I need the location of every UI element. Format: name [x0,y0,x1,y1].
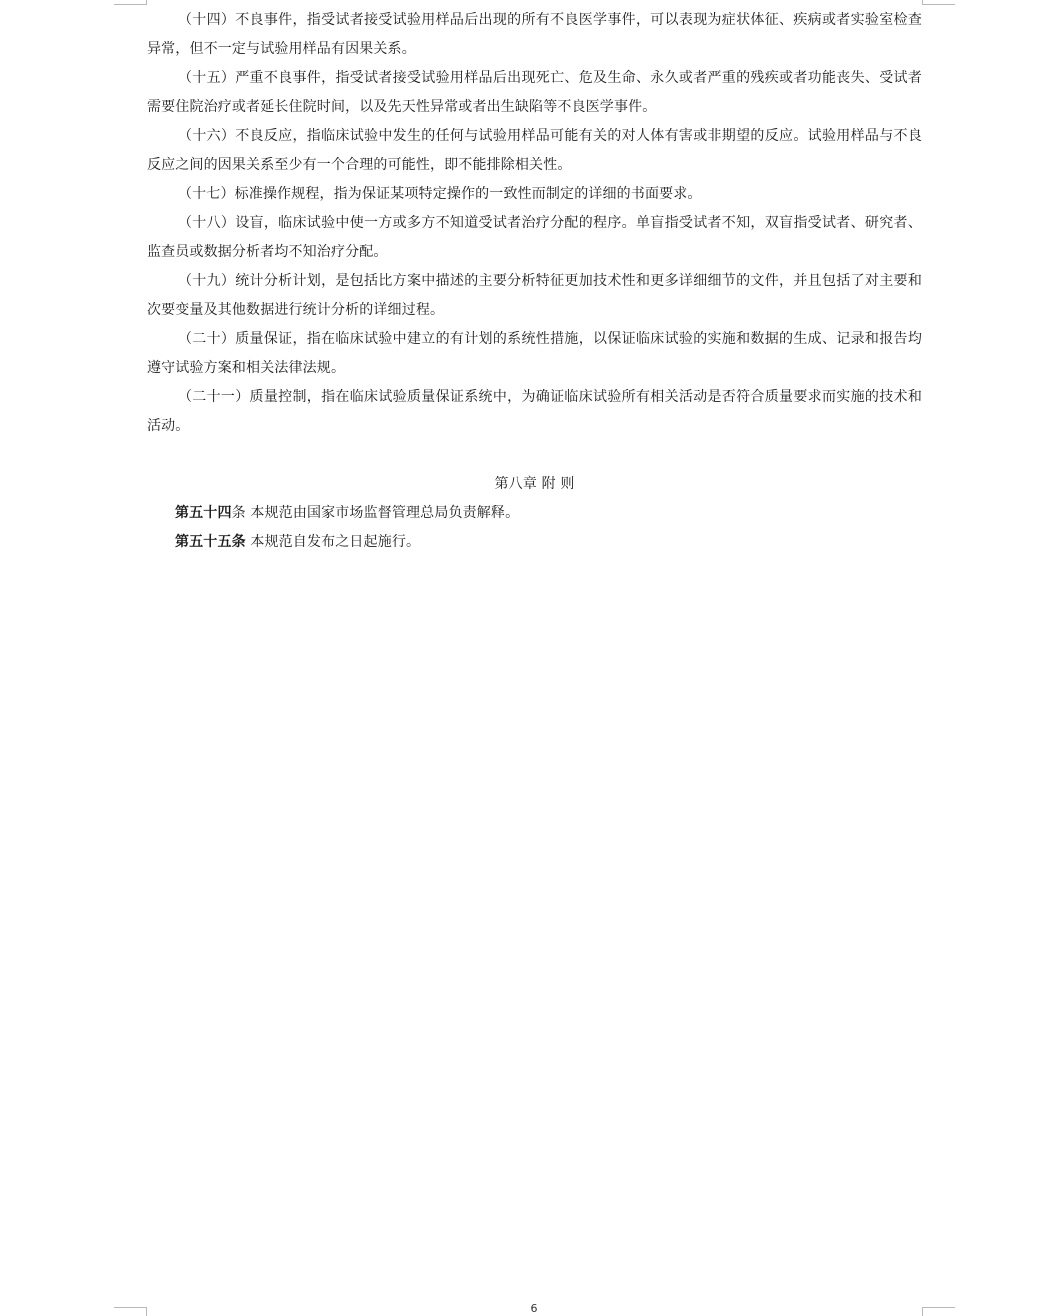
chapter-heading: 第八章 附 则 [494,476,575,492]
article-text: 本规范自发布之日起施行。 [245,534,421,550]
crop-mark-top-right [922,0,955,5]
definition-paragraph: （十八）设盲，临床试验中使一方或多方不知道受试者治疗分配的程序。单盲指受试者不知，双盲指受试者、研究者、监查员或数据分析者均不知治疗分配。 [147,215,922,260]
definition-paragraph: （十七）标准操作规程，指为保证某项特定操作的一致性而制定的详细的书面要求。 [178,186,702,202]
document-body [147,6,922,557]
page-number: 6 [530,1302,538,1315]
definition-paragraph: （十四）不良事件，指受试者接受试验用样品后出现的所有不良医学事件，可以表现为症状体征、疾病或者实验室检查异常，但不一定与试验用样品有因果关系。 [147,12,922,57]
article-text: 本规范由国家市场监督管理总局负责解释。 [245,505,520,521]
article-55 [147,528,922,557]
definition-paragraph: （十六）不良反应，指临床试验中发生的任何与试验用样品可能有关的对人体有害或非期望的反应。试验用样品与不良反应之间的因果关系至少有一个合理的可能性，即不能排除相关性。 [147,128,922,173]
crop-mark-bottom-right [922,1307,955,1316]
article-54 [147,499,922,528]
crop-mark-bottom-left [114,1307,147,1316]
crop-mark-top-left [114,0,147,5]
article-number-suffix: 条 [231,505,246,521]
definition-paragraph: （十五）严重不良事件，指受试者接受试验用样品后出现死亡、危及生命、永久或者严重的残疾或者功能丧失、受试者需要住院治疗或者延长住院时间，以及先天性异常或者出生缺陷等不良医学事件。 [147,70,922,115]
definition-paragraph: （二十）质量保证，指在临床试验中建立的有计划的系统性措施，以保证临床试验的实施和数据的生成、记录和报告均遵守试验方案和相关法律法规。 [147,331,922,376]
article-number: 第五十四 [175,505,232,521]
article-number: 第五十五条 [175,534,246,550]
definition-paragraph: （十九）统计分析计划，是包括比方案中描述的主要分析特征更加技术性和更多详细细节的文件，并且包括了对主要和次要变量及其他数据进行统计分析的详细过程。 [147,273,922,318]
definition-paragraph: （二十一）质量控制，指在临床试验质量保证系统中，为确证临床试验所有相关活动是否符合质量要求而实施的技术和活动。 [147,389,922,434]
